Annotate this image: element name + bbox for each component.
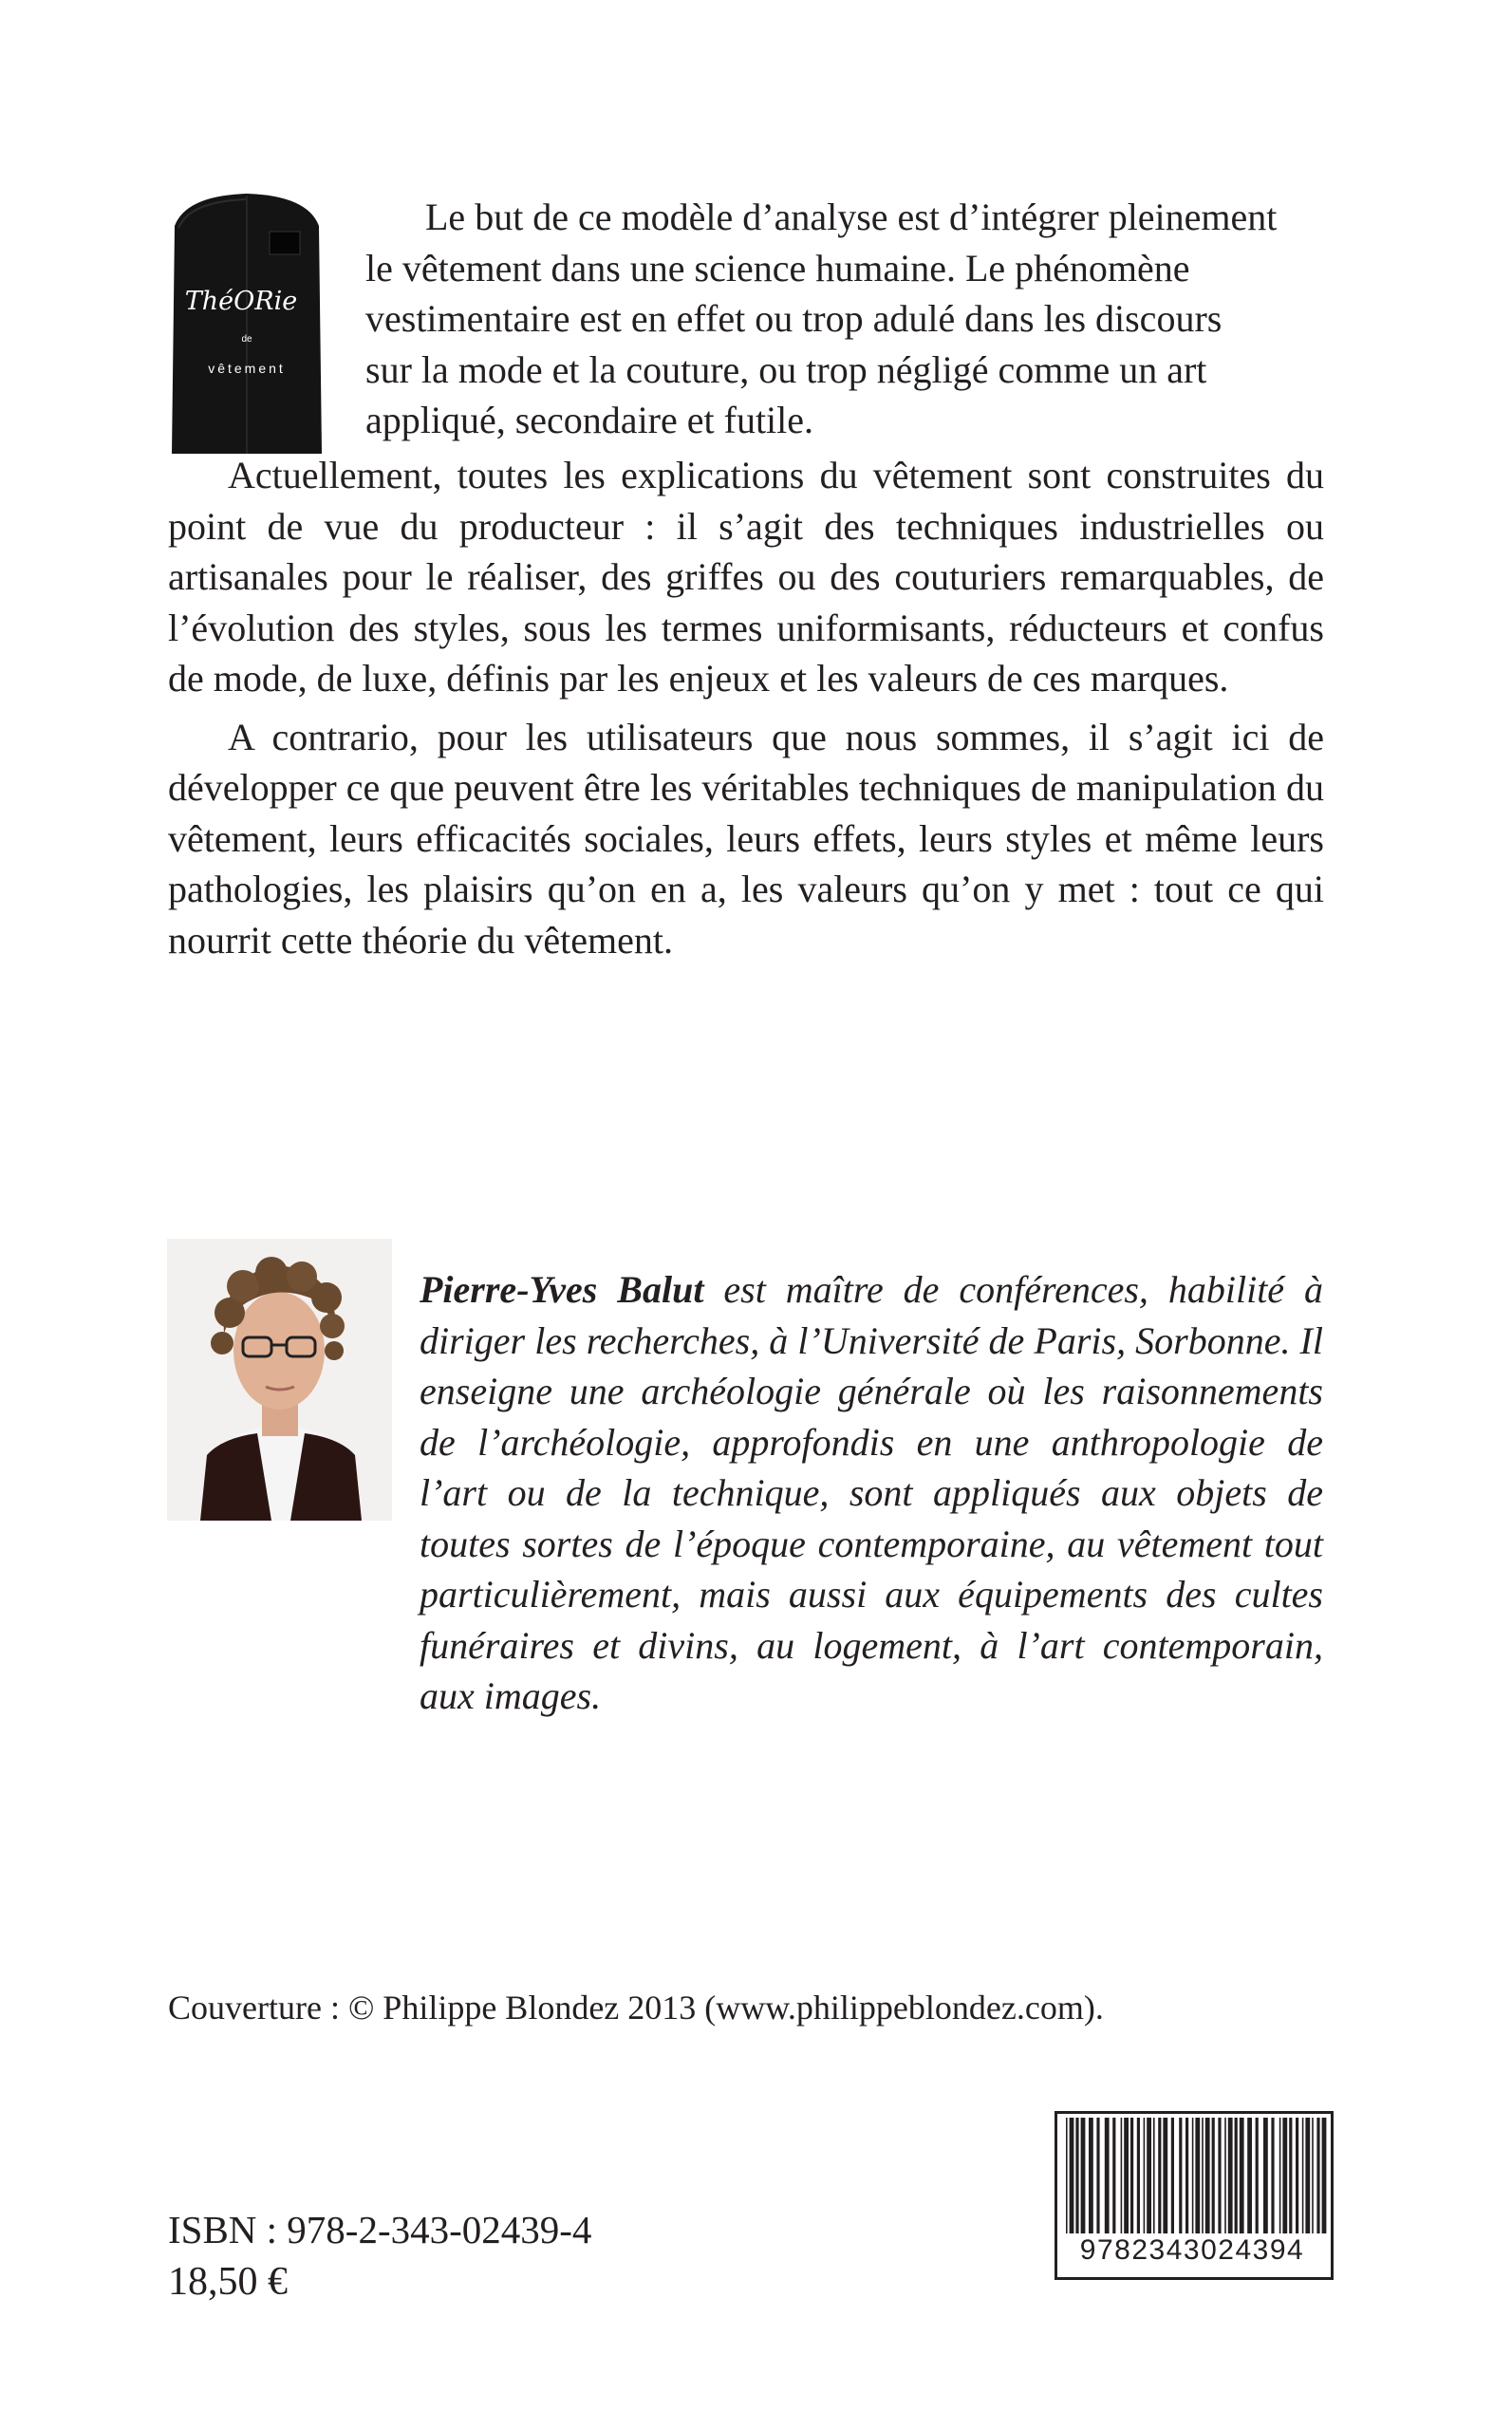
author-name: Pierre-Yves Balut xyxy=(420,1268,704,1311)
barcode-bar xyxy=(1096,2118,1099,2233)
barcode-bar xyxy=(1263,2118,1268,2233)
bag-title-word: ThéORie xyxy=(184,287,298,316)
blurb-line: vestimentaire est en effet ou trop adulé dans les discours xyxy=(365,297,1223,340)
barcode-bar xyxy=(1256,2118,1259,2233)
barcode-bar xyxy=(1105,2118,1110,2233)
blurb-line: appliqué, secondaire et futile. xyxy=(365,399,814,441)
barcode-bar xyxy=(1137,2118,1140,2233)
barcode-bar xyxy=(1195,2118,1200,2233)
barcode-bar xyxy=(1316,2118,1319,2233)
bag-subtitle-word: vêtement xyxy=(208,361,286,376)
barcode-bar xyxy=(1247,2118,1252,2233)
barcode-bar xyxy=(1192,2118,1194,2233)
barcode-bar xyxy=(1312,2118,1314,2233)
barcode-bar xyxy=(1112,2118,1115,2233)
blurb-body xyxy=(168,450,1324,965)
barcode-bar xyxy=(1130,2118,1133,2233)
author-bio xyxy=(420,1264,1323,1722)
barcode-bar xyxy=(1282,2118,1287,2233)
barcode-bar xyxy=(1224,2118,1226,2233)
author-bio-text: est maître de conférences, habilité à diriger les recherches, à l’Université de Paris, Sorbonne. Il enseigne une archéologie générale où les raisonnements de l’archéologie, approfondis en une anthropologie de l’art ou de la technique, sont appliqués aux objets de toutes sortes de l’époque contemporaine, au vêtement tout particulièrement, mais aussi aux équipements des cultes funéraires et divins, au logement, à l’art contemporain, aux images. xyxy=(420,1268,1324,1717)
author-photo xyxy=(167,1239,392,1521)
isbn: ISBN : 978-2-343-02439-4 xyxy=(168,2208,592,2251)
barcode-bar xyxy=(1124,2118,1129,2233)
garment-bag-illustration xyxy=(167,190,327,458)
barcode-bar xyxy=(1271,2118,1274,2233)
barcode-bar xyxy=(1202,2118,1204,2233)
barcode-number: 9782343024394 xyxy=(1079,2234,1305,2266)
barcode-bar xyxy=(1302,2118,1304,2233)
barcode-bar xyxy=(1153,2118,1155,2233)
barcode-bar xyxy=(1228,2118,1233,2233)
barcode-bar xyxy=(1158,2118,1161,2233)
barcode-bar xyxy=(1235,2118,1238,2233)
barcode-bar xyxy=(1322,2118,1327,2233)
barcode-bar xyxy=(1240,2118,1244,2233)
barcode-bar xyxy=(1218,2118,1221,2233)
barcode-bar xyxy=(1212,2118,1215,2233)
barcode-bar xyxy=(1089,2118,1093,2233)
barcode-bars xyxy=(1060,2118,1328,2233)
blurb-line: Le but de ce modèle d’analyse est d’intégrer pleinement xyxy=(425,196,1278,238)
bag-small-word: de xyxy=(241,334,252,345)
barcode-bar xyxy=(1075,2118,1078,2233)
price: 18,50 € xyxy=(168,2260,288,2304)
barcode-bar xyxy=(1147,2118,1151,2233)
barcode-bar xyxy=(1179,2118,1182,2233)
blurb-line: sur la mode et la couture, ou trop négligé comme un art xyxy=(365,347,1207,391)
barcode-bar xyxy=(1296,2118,1298,2233)
blurb-line: le vêtement dans une science humaine. Le phénomène xyxy=(365,246,1190,290)
blurb-intro xyxy=(365,192,1324,446)
blurb-paragraph: A contrario, pour les utilisateurs que nous sommes, il s’agit ici de développer ce que peuvent être les véritables techniques de manipulation du vêtement, leurs efficacités sociales, leurs effets, leurs styles et même leurs pathologies, les plaisirs qu’on en a, les valeurs qu’on y met : tout ce qui nourrit cette théorie du vêtement. xyxy=(168,715,1324,962)
barcode-bar xyxy=(1171,2118,1174,2233)
barcode-bar xyxy=(1305,2118,1310,2233)
barcode-bar xyxy=(1289,2118,1292,2233)
blurb-paragraph: Actuellement, toutes les explications du vêtement sont construites du point de vue du producteur : il s’agit des techniques industrielles ou artisanales pour le réaliser, des griffes ou des couturiers remarquables, de l’évolution des styles, sous les termes uniformisants, réducteurs et confus de mode, de luxe, définis par les enjeux et les valeurs de ces marques. xyxy=(168,454,1324,700)
barcode-bar xyxy=(1121,2118,1123,2233)
cover-credit: Couverture : © Philippe Blondez 2013 (www.philippeblondez.com). xyxy=(168,1989,1104,2027)
barcode-bar xyxy=(1144,2118,1146,2233)
barcode-bar xyxy=(1163,2118,1167,2233)
barcode-bar xyxy=(1185,2118,1188,2233)
barcode-bar xyxy=(1279,2118,1281,2233)
barcode-bar xyxy=(1070,2118,1074,2233)
barcode-bar xyxy=(1081,2118,1086,2233)
barcode-bar xyxy=(1205,2118,1210,2233)
barcode-bar xyxy=(1066,2118,1068,2233)
